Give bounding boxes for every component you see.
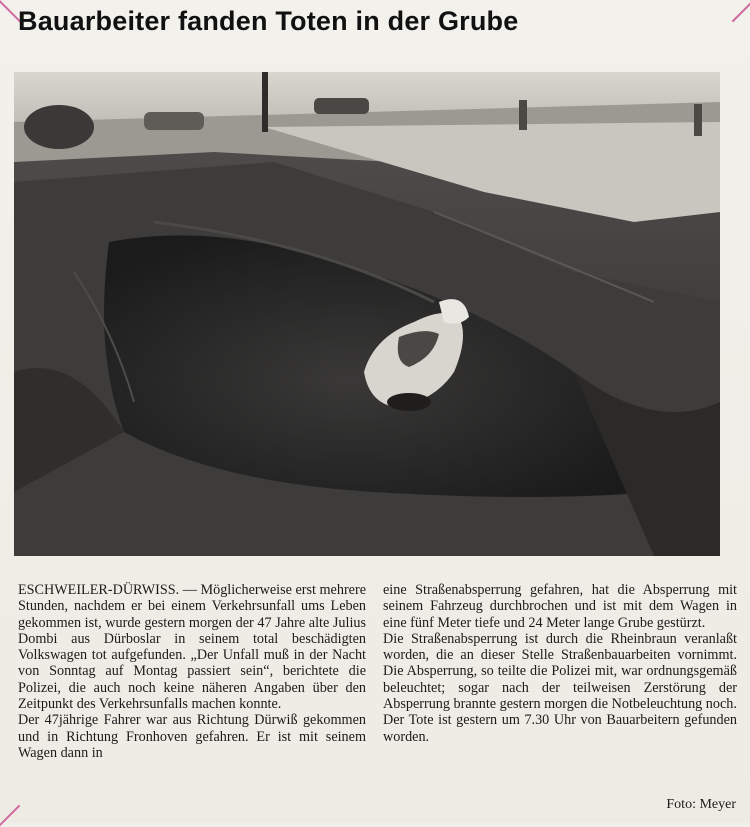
article-column-left [18,582,366,761]
crop-mark [732,0,750,22]
article-paragraph: Die Straßenabsperrung ist durch die Rheinbraun veranlaßt worden, die an dieser Stelle Straßenbauarbeiten vornimmt. Die Absperrung, so teilte die Polizei mit, war ordnungsgemäß beleuchtet; sogar nach der teilweisen Zerstörung der Absperrung brannte gestern morgen die Notbeleuchtung noch. [383,630,737,713]
headline: Bauarbeiter fanden Toten in der Grube [18,6,519,36]
article-column-right [383,582,737,745]
photo-credit: Foto: Meyer [666,797,736,812]
crop-mark [0,805,20,827]
article-paragraph: eine Straßenabsperrung gefahren, hat die Absperrung mit seinem Fahrzeug durchbrochen und ist mit dem Wagen in eine fünf Meter tiefe und 24 Meter lange Grube gestürzt. [383,582,737,631]
excavation-pit-photo [14,72,720,556]
article-paragraph: ESCHWEILER-DÜRWISS. — Möglicherweise erst mehrere Stunden, nachdem er bei einem Verkehrsunfall ums Leben gekommen ist, wurde gestern morgen der 47 Jahre alte Julius Dombi aus Dürboslar in seinem total beschädigten Volkswagen tot aufgefunden. „Der Unfall muß in der Nacht von Sonntag auf Montag passiert sein“, berichtete die Polizei, die auch noch keine näheren Angaben über den Zeitpunkt des Verkehrsunfalls machen konnte. [18,582,366,713]
news-photo [14,72,720,556]
article-paragraph: Der Tote ist gestern um 7.30 Uhr von Bauarbeitern gefunden worden. [383,712,737,745]
article-paragraph: Der 47jährige Fahrer war aus Richtung Dürwiß gekommen und in Richtung Fronhoven gefahren. Er ist mit seinem Wagen dann in [18,712,366,761]
